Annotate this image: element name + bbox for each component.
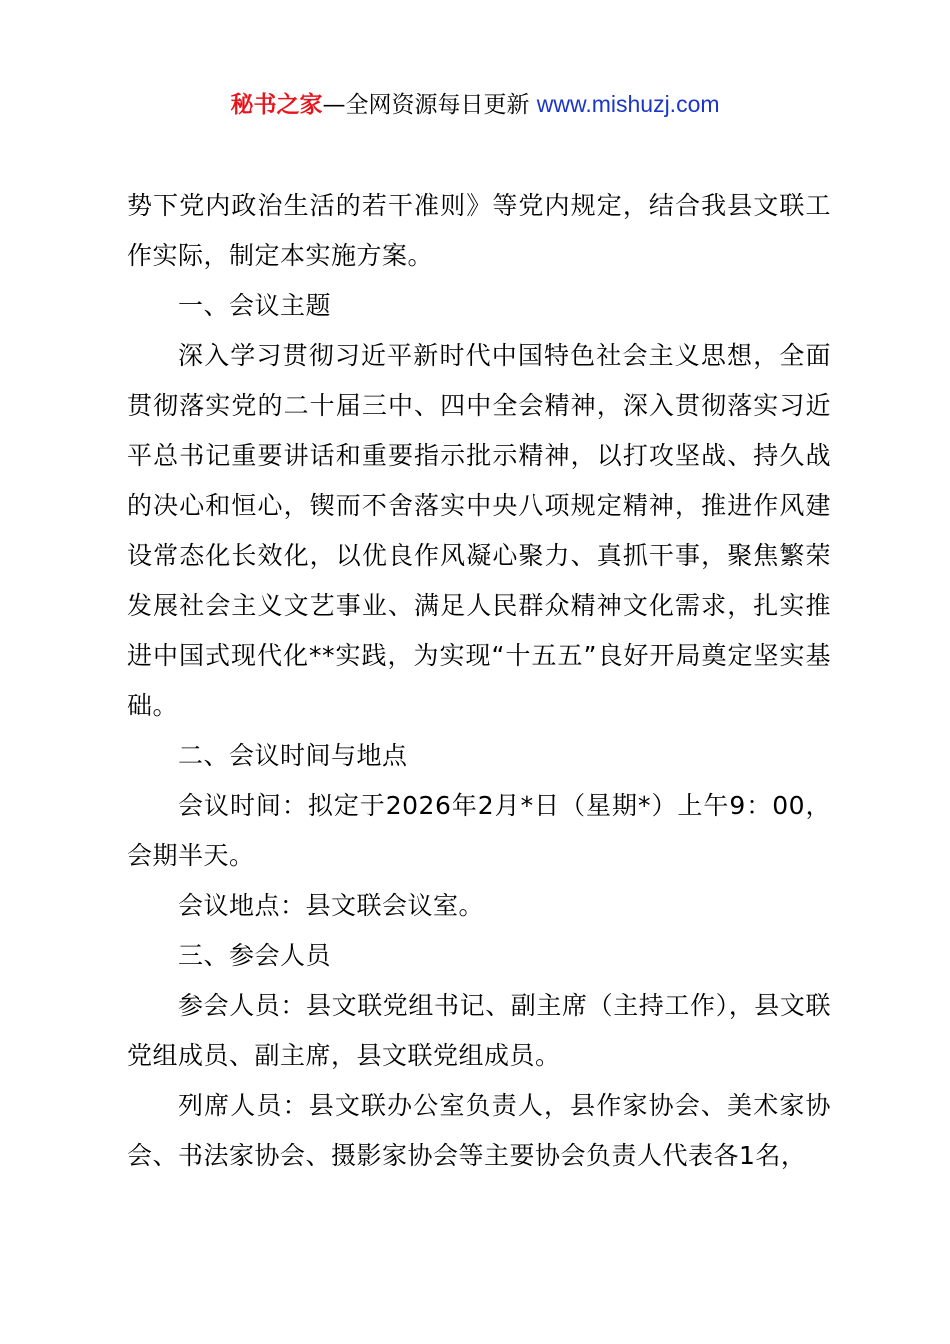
header-tagline: —全网资源每日更新 <box>322 92 537 118</box>
paragraph-observers: 列席人员：县文联办公室负责人，县作家协会、美术家协会、书法家协会、摄影家协会等主要协会负责人代表各1名， <box>127 1091 831 1170</box>
paragraph-continuation: 势下党内政治生活的若干准则》等党内规定，结合我县文联工作实际，制定本实施方案。 <box>127 191 831 270</box>
paragraph-meeting-place: 会议地点：县文联会议室。 <box>178 891 485 920</box>
section-heading-theme: 一、会议主题 <box>178 291 332 320</box>
site-url-link[interactable]: www.mishuzj.com <box>536 91 720 117</box>
section-heading-attendees: 三、参会人员 <box>178 941 332 970</box>
section-heading-time-place: 二、会议时间与地点 <box>178 741 408 770</box>
site-header <box>0 86 950 123</box>
paragraph-meeting-time: 会议时间：拟定于2026年2月*日（星期*）上午9：00，会期半天。 <box>127 791 831 870</box>
brand-name: 秘书之家 <box>230 92 323 118</box>
document-body <box>127 181 831 1181</box>
paragraph-attendees: 参会人员：县文联党组书记、副主席（主持工作），县文联党组成员、副主席，县文联党组成员。 <box>127 991 831 1070</box>
paragraph-theme: 深入学习贯彻习近平新时代中国特色社会主义思想，全面贯彻落实党的二十届三中、四中全会精神，深入贯彻落实习近平总书记重要讲话和重要指示批示精神，以打攻坚战、持久战的决心和恒心，锲而不舍落实中央八项规定精神，推进作风建设常态化长效化，以优良作风凝心聚力、真抓干事，聚焦繁荣发展社会主义文艺事业、满足人民群众精神文化需求，扎实推进中国式现代化**实践，为实现“十五五”良好开局奠定坚实基础。 <box>127 341 831 720</box>
